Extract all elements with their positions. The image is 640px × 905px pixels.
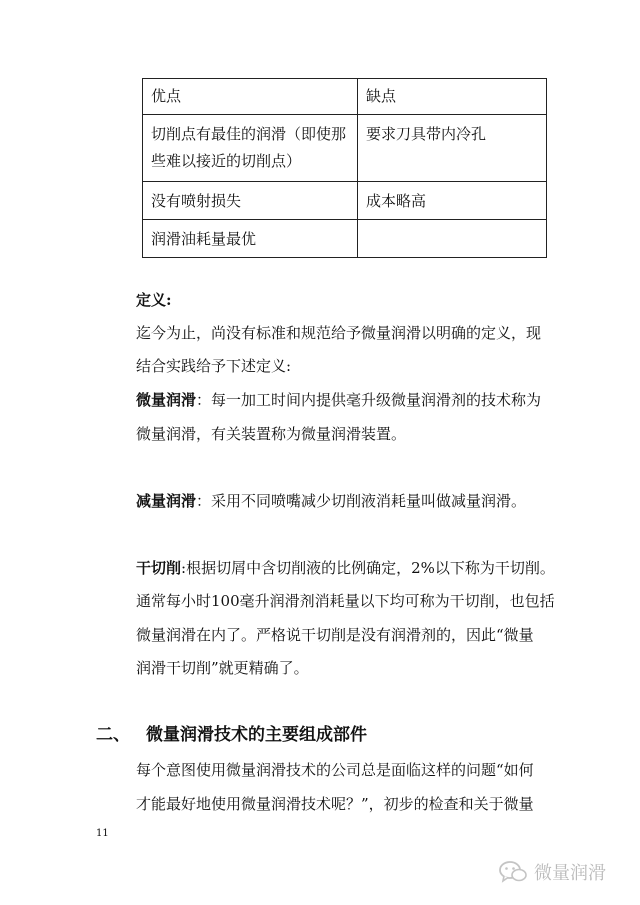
definition-intro-line: 结合实践给予下述定义: — [136, 357, 292, 375]
table-cell: 成本略高 — [358, 182, 547, 220]
table-header-cons: 缺点 — [358, 79, 547, 115]
table-row — [143, 115, 547, 182]
table-cell — [358, 220, 547, 258]
reduced-definition-line — [136, 491, 526, 511]
section-title: 微量润滑技术的主要组成部件 — [146, 725, 367, 745]
table-cell-line: 切削点有最佳的润滑（即使那 — [151, 125, 347, 143]
table-cell: 润滑油耗量最优 — [143, 220, 358, 258]
table-header-pros: 优点 — [143, 79, 358, 115]
mql-definition-line — [136, 390, 541, 410]
section-paragraph-line: 每个意图使用微量润滑技术的公司总是面临这样的问题“如何 — [136, 761, 534, 779]
table-cell — [143, 115, 358, 182]
page-number: 11 — [96, 828, 109, 839]
table-row — [143, 220, 547, 258]
definition-heading: 定义: — [136, 291, 172, 309]
reduced-term: 减量润滑 — [136, 492, 197, 510]
table-row — [143, 182, 547, 220]
pros-cons-table — [142, 78, 547, 258]
mql-term: 微量润滑 — [136, 391, 197, 409]
watermark-text: 微量润滑 — [534, 863, 606, 884]
table-cell: 没有喷射损失 — [143, 182, 358, 220]
section-number: 二、 — [96, 725, 130, 745]
definition-intro-line: 迄今为止，尚没有标准和规范给予微量润滑以明确的定义，现 — [136, 324, 542, 342]
mql-definition-line: 微量润滑，有关装置称为微量润滑装置。 — [136, 425, 407, 443]
reduced-text: ：采用不同喷嘴减少切削液消耗量叫做减量润滑。 — [196, 492, 527, 510]
dry-definition-line: 润滑干切削”就更精确了。 — [136, 659, 309, 677]
table-cell-line: 些难以接近的切削点） — [151, 152, 302, 170]
table-header-row — [143, 79, 547, 115]
dry-definition-line — [136, 558, 555, 578]
dry-definition-line: 通常每小时100毫升润滑剂消耗量以下均可称为干切削，也包括 — [136, 592, 555, 610]
wechat-icon — [498, 859, 528, 885]
section-paragraph-line: 才能最好地使用微量润滑技术呢？”，初步的检查和关于微量 — [136, 795, 534, 813]
table-cell: 要求刀具带内冷孔 — [358, 115, 547, 182]
dry-definition-line: 微量润滑在内了。严格说干切削是没有润滑剂的，因此“微量 — [136, 626, 534, 644]
dry-text: :根据切屑中含切削液的比例确定，2%以下称为干切削。 — [181, 559, 555, 577]
watermark — [498, 858, 606, 886]
dry-term: 干切削 — [136, 559, 182, 577]
mql-text: ：每一加工时间内提供毫升级微量润滑剂的技术称为 — [196, 391, 542, 409]
